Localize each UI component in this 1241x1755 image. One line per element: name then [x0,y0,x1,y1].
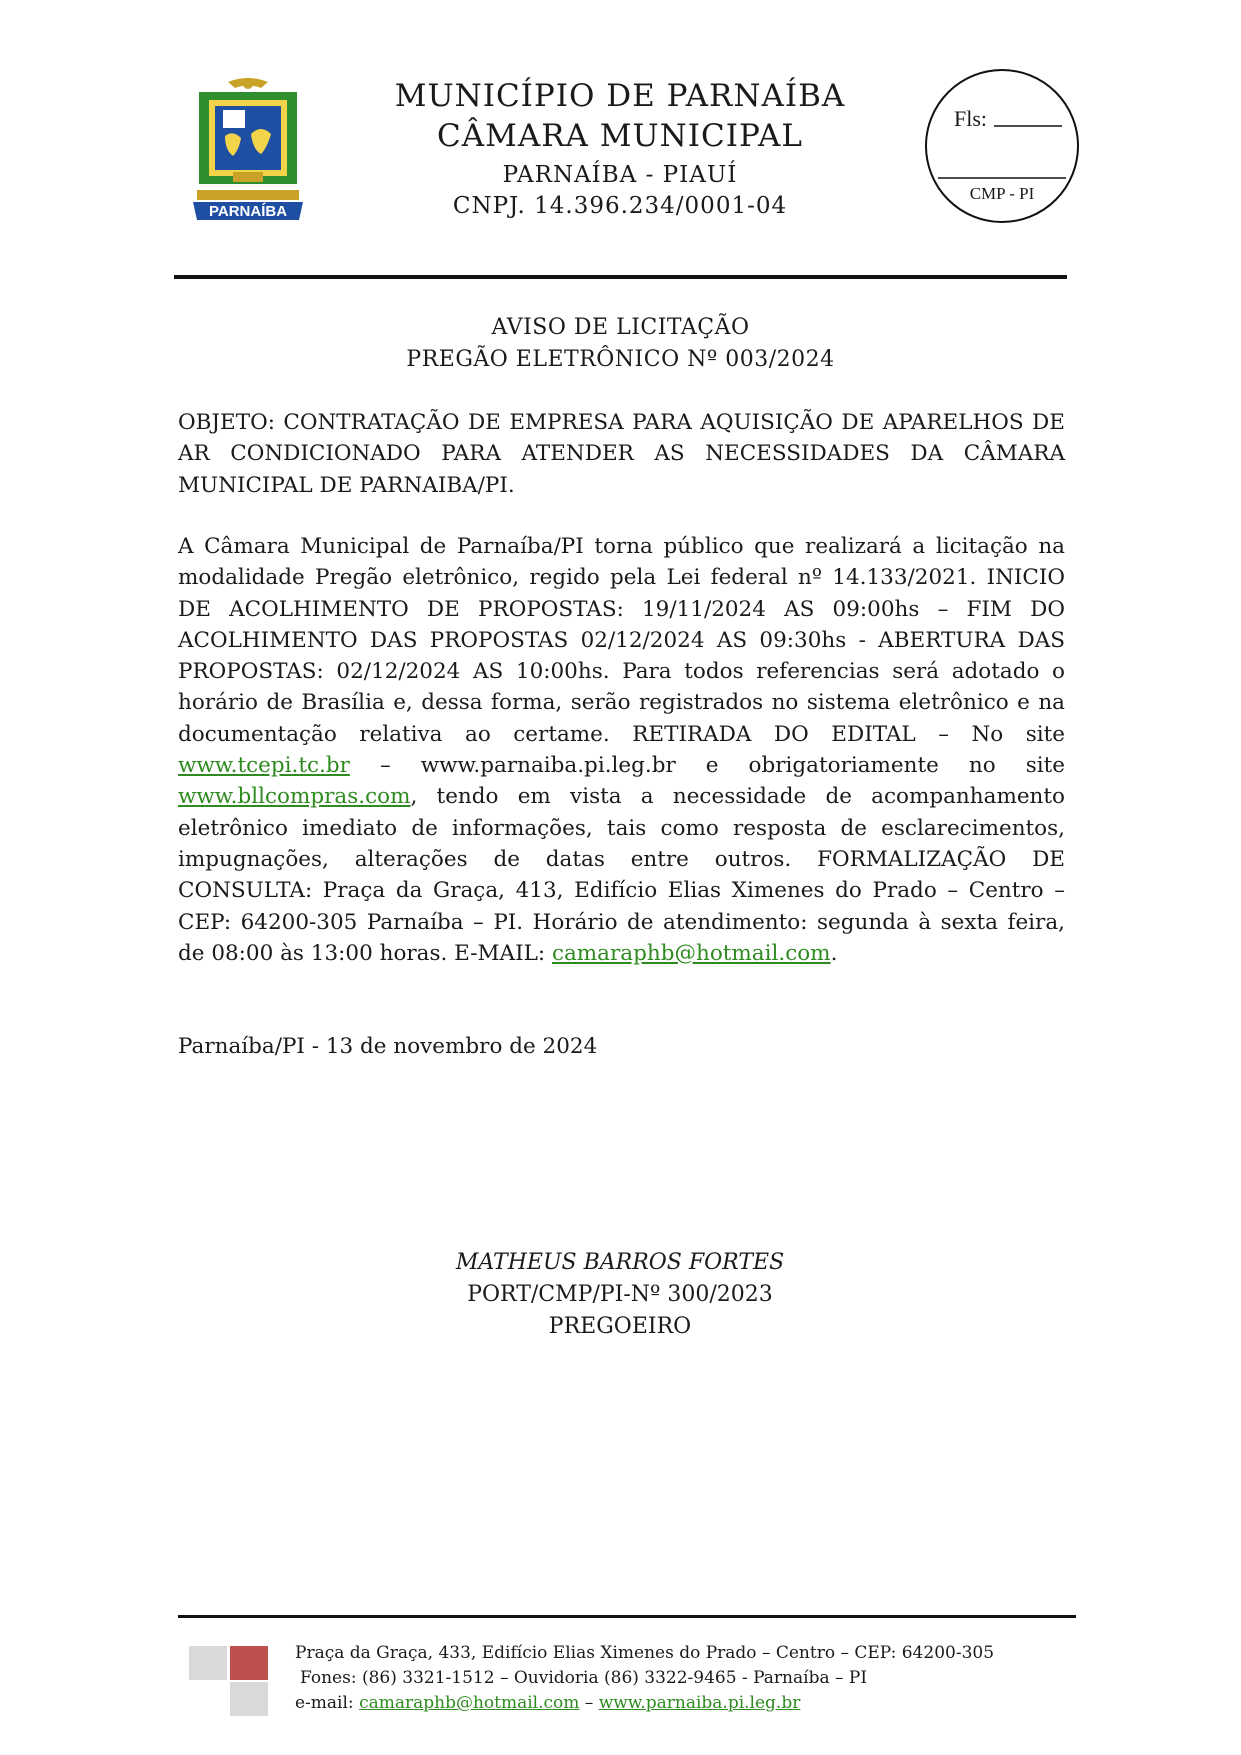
tcepi-link[interactable]: www.tcepi.tc.br [178,753,350,779]
footer-site-link[interactable]: www.parnaiba.pi.leg.br [598,1693,801,1713]
footer-email-link[interactable]: camaraphb@hotmail.com [359,1693,580,1713]
body-paragraph [178,531,1065,969]
page-number-stamp [924,68,1080,224]
notice-subtitle: PREGÃO ELETRÔNICO Nº 003/2024 [406,347,835,372]
bllcompras-link[interactable]: www.bllcompras.com [178,784,411,810]
stamp-fls-label: Fls: [954,106,988,131]
footer-divider [178,1615,1076,1618]
notice-title: AVISO DE LICITAÇÃO [491,315,750,340]
city-heading: PARNAÍBA - PIAUÍ [502,162,738,188]
cnpj-text: CNPJ. 14.396.234/0001-04 [452,193,788,219]
body-text-part2: – www.parnaiba.pi.leg.br e obrigatoriamente no site [349,753,1065,779]
footer-address: Praça da Graça, 433, Edifício Elias Ximenes do Prado – Centro – CEP: 64200-305 [295,1643,995,1663]
body-text-part3: , tendo em vista a necessidade de acompanhamento eletrônico imediato de informações, tais como resposta de esclarecimentos, impugnações, alterações de datas entre outros. FORMALIZAÇÃO DE CONSULTA: Praça da Graça, 413, Edifício Elias Ximenes do Prado – Centro – CEP: 64200-305 Parnaíba – PI. Horário de atendimento: segunda à sexta feira, de 08:00 às 13:00 horas. E-MAIL: [178,784,1065,966]
footer-squares-logo [189,1646,269,1716]
signatory-name: MATHEUS BARROS FORTES [455,1250,785,1275]
object-paragraph: OBJETO: CONTRATAÇÃO DE EMPRESA PARA AQUISIÇÃO DE APARELHOS DE AR CONDICIONADO PARA ATENDER AS NECESSIDADES DA CÂMARA MUNICIPAL DE PARNAIBA/PI. [178,410,1065,498]
date-line: Parnaíba/PI - 13 de novembro de 2024 [178,1034,598,1059]
signatory-role: PREGOEIRO [548,1314,692,1339]
footer-separator: – [579,1693,599,1713]
chamber-heading: CÂMARA MUNICIPAL [436,118,803,154]
municipality-heading: MUNICÍPIO DE PARNAÍBA [394,78,846,114]
coat-of-arms-logo [193,74,303,222]
coat-banner-text: PARNAÍBA [208,203,288,220]
footer-contact [295,1693,800,1713]
body-text-part4: . [830,940,838,966]
email-link[interactable]: camaraphb@hotmail.com [551,940,831,966]
footer-email-label: e-mail: [295,1693,360,1713]
body-text-part1: A Câmara Municipal de Parnaíba/PI torna público que realizará a licitação na modalidade Pregão eletrônico, regido pela Lei federal nº 14.133/2021. INICIO DE ACOLHIMENTO DE PROPOSTAS: 19/11/2024 AS 09:00hs – FIM DO ACOLHIMENTO DAS PROPOSTAS 02/12/2024 AS 09:30hs - ABERTURA DAS PROPOSTAS: 02/12/2024 AS 10:00hs. Para todos referencias será adotado o horário de Brasília e, dessa forma, serão registrados no sistema eletrônico e na documentação relativa ao certame. RETIRADA DO EDITAL – No site [178,534,1065,747]
signatory-portaria: PORT/CMP/PI-Nº 300/2023 [467,1282,773,1307]
header-divider [174,275,1067,279]
footer-phones: Fones: (86) 3321-1512 – Ouvidoria (86) 3322-9465 - Parnaíba – PI [300,1668,868,1688]
stamp-cmp-label: CMP - PI [969,184,1035,203]
